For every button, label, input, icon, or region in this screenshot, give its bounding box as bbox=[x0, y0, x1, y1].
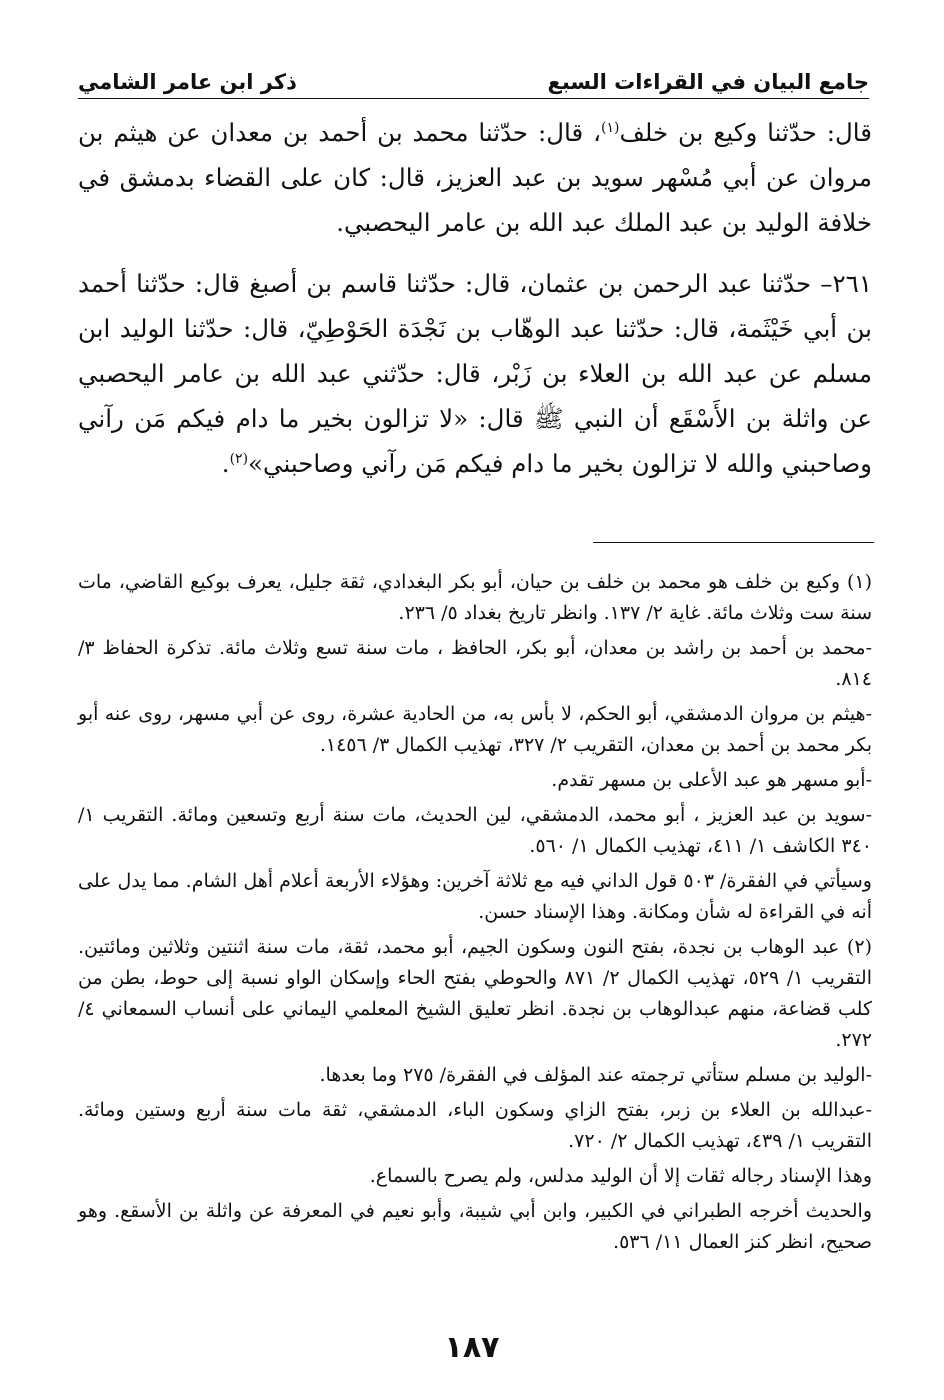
running-header bbox=[78, 60, 869, 94]
footnote-1: (١) وكيع بن خلف هو محمد بن خلف بن حيان، أبو بكر البغدادي، ثقة جليل، يعرف بوكيع القاضي، مات سنة ست وثلاث مائة. غاية ٢/ ١٣٧. وانظر تاريخ بغداد ٥/ ٢٣٦. bbox=[78, 571, 872, 624]
paragraph-261 bbox=[78, 261, 872, 486]
paragraph-261-end: . bbox=[221, 449, 230, 478]
footnote-entry: -الوليد بن مسلم ستأتي ترجمته عند المؤلف في الفقرة/ ٢٧٥ وما بعدها. bbox=[319, 1064, 872, 1086]
page-number: ١٨٧ bbox=[444, 1330, 500, 1365]
paragraph-1 bbox=[78, 110, 872, 245]
footnote-entry: وهذا الإسناد رجاله ثقات إلا أن الوليد مدلس، ولم يصرح بالسماع. bbox=[369, 1165, 872, 1187]
paragraph-261-text: ٢٦١– حدّثنا عبد الرحمن بن عثمان، قال: حدّثنا قاسم بن أصبغ قال: حدّثنا أحمد بن أبي خَيْثَمة، قال: حدّثنا عبد الوهّاب بن نَجْدَة الحَوْطِيّ، قال: حدّثنا الوليد ابن مسلم عن عبد الله بن العلاء بن زَبْر، قال: حدّثني عبد الله بن عامر اليحصبي عن واثلة بن الأَسْقَع أن النبي ﷺ قال: «لا تزالون بخير ما دام فيكم مَن رآني وصاحبني والله لا تزالون بخير ما دام فيكم مَن رآني وصاحبني» bbox=[78, 269, 872, 478]
footnote-entry: والحديث أخرجه الطبراني في الكبير، وابن أبي شيبة، وأبو نعيم في المعرفة عن واثلة بن الأسقع. وهو صحيح، انظر كنز العمال ١١/ ٥٣٦. bbox=[78, 1200, 872, 1253]
section-title: ذكر ابن عامر الشامي bbox=[78, 70, 297, 94]
footnote-entry: -هيثم بن مروان الدمشقي، أبو الحكم، لا بأس به، من الحادية عشرة، روى عن أبي مسهر، روى عنه أبو بكر محمد بن أحمد بن معدان، التقريب ٢/ ٣٢٧، تهذيب الكمال ٣/ ١٤٥٦. bbox=[78, 703, 872, 756]
main-text bbox=[78, 110, 872, 486]
footnote-2: (٢) عبد الوهاب بن نجدة، بفتح النون وسكون الجيم، أبو محمد، ثقة، مات سنة اثنتين وثلاثين ومائتين. التقريب ١/ ٥٢٩، تهذيب الكمال ٢/ ٨٧١ والحوطي بفتح الحاء وإسكان الواو نسبة إلى حوط، بطن من كلب قضاعة، منهم عبدالوهاب بن نجدة. انظر تعليق الشيخ المعلمي اليماني على أنساب السمعاني ٤/ ٢٧٢. bbox=[78, 936, 872, 1051]
footnote-entry: -أبو مسهر هو عبد الأعلى بن مسهر تقدم. bbox=[551, 769, 872, 791]
footnote-entry: -سويد بن عبد العزيز ، أبو محمد، الدمشقي، لين الحديث، مات سنة أربع وتسعين ومائة. التقريب ١/ ٣٤٠ الكاشف ١/ ٤١١، تهذيب الكمال ١/ ٥٦٠. bbox=[78, 804, 872, 857]
footnote-ref-1[interactable]: (١) bbox=[601, 119, 620, 136]
paragraph-1-start: قال: حدّثنا وكيع بن خلف bbox=[619, 118, 872, 147]
book-title: جامع البيان في القراءات السبع bbox=[547, 70, 869, 94]
footnote-ref-2[interactable]: (٢) bbox=[229, 450, 249, 467]
header-rule bbox=[78, 98, 869, 99]
footnote-entry: -عبدالله بن العلاء بن زبر، بفتح الزاي وسكون الباء، الدمشقي، ثقة مات سنة أربع وستين ومائة. التقريب ١/ ٤٣٩، تهذيب الكمال ٢/ ٧٢٠. bbox=[78, 1099, 872, 1152]
footnote-entry: وسيأتي في الفقرة/ ٥٠٣ قول الداني فيه مع ثلاثة آخرين: وهؤلاء الأربعة أعلام أهل الشام. مما يدل على أنه في القراءة له شأن ومكانة. وهذا الإسناد حسن. bbox=[78, 870, 872, 923]
footnotes bbox=[78, 567, 872, 1262]
footnote-entry: -محمد بن أحمد بن راشد بن معدان، أبو بكر، الحافظ ، مات سنة تسع وثلاث مائة. تذكرة الحفاظ ٣/ ٨١٤. bbox=[78, 637, 872, 690]
footnote-separator bbox=[593, 542, 874, 543]
paragraph-1-rest: ، قال: حدّثنا محمد بن أحمد بن معدان عن هيثم بن مروان عن أبي مُسْهر سويد بن عبد العزيز، قال: كان على القضاء بدمشق في خلافة الوليد بن عبد الملك عبد الله بن عامر اليحصبي. bbox=[78, 118, 872, 237]
